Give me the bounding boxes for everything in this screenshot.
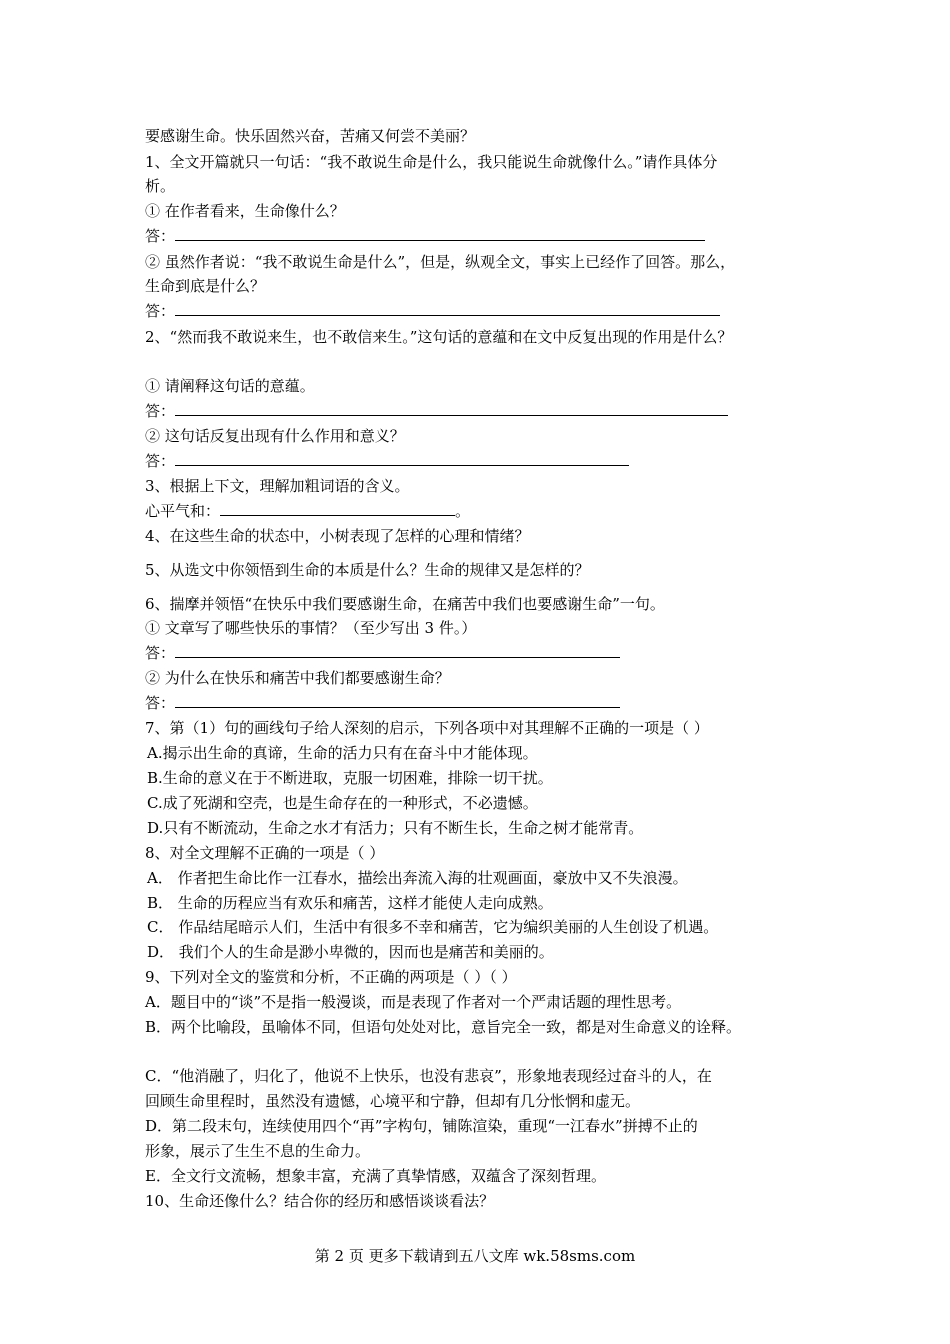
option-c: C． 作品结尾暗示人们，生活中有很多不幸和痛苦，它为编织美丽的人生创设了机遇。 (147, 918, 719, 936)
question-9: 9、下列对全文的鉴赏和分析，不正确的两项是（ ）（ ） (145, 968, 517, 986)
text-line: 生命到底是什么？ (145, 277, 266, 295)
text-line: 要感谢生命。快乐固然兴奋，苦痛又何尝不美丽？ (145, 127, 476, 145)
answer-label: 答： (145, 694, 176, 712)
answer-blank[interactable] (175, 450, 629, 466)
answer-line (145, 224, 705, 248)
option-d: D． 我们个人的生命是渺小卑微的，因而也是痛苦和美丽的。 (147, 943, 554, 961)
period: 。 (455, 502, 471, 520)
question-7: 7、第（1）句的画线句子给人深刻的启示，下列各项中对其理解不正确的一项是（ ） (145, 719, 709, 737)
answer-label: 答： (145, 227, 176, 245)
answer-line (145, 499, 470, 523)
text-line: 形象，展示了生生不息的生命力。 (145, 1142, 371, 1160)
answer-blank[interactable] (175, 225, 705, 241)
sub-question: ① 文章写了哪些快乐的事情？（至少写出 3 件。） (145, 619, 477, 637)
sub-question: ② 这句话反复出现有什么作用和意义？ (145, 427, 405, 445)
page-footer: 第 2 页 更多下载请到五八文库 wk.58sms.com (314, 1247, 636, 1265)
question-1: 1、全文开篇就只一句话：“我不敢说生命是什么，我只能说生命就像什么。”请作具体分 (145, 153, 718, 171)
question-6: 6、揣摩并领悟“在快乐中我们要感谢生命，在痛苦中我们也要感谢生命”一句。 (145, 595, 665, 613)
question-2: 2、“然而我不敢说来生，也不敢信来生。”这句话的意蕴和在文中反复出现的作用是什么？ (145, 328, 733, 346)
question-5: 5、从选文中你领悟到生命的本质是什么？生命的规律又是怎样的？ (145, 561, 590, 579)
option-d: D.只有不断流动，生命之水才有活力；只有不断生长，生命之树才能常青。 (147, 819, 644, 837)
answer-line (145, 691, 620, 715)
option-c: C.成了死湖和空壳，也是生命存在的一种形式，不必遗憾。 (147, 794, 538, 812)
text-line: 回顾生命里程时，虽然没有遗憾，心境平和宁静，但却有几分怅惘和虚无。 (145, 1092, 641, 1110)
answer-label: 答： (145, 402, 176, 420)
answer-line (145, 449, 629, 473)
answer-label: 答： (145, 452, 176, 470)
option-b: B．两个比喻段，虽喻体不同，但语句处处对比，意旨完全一致，都是对生命意义的诠释。 (145, 1018, 742, 1036)
sub-question: ① 在作者看来，生命像什么？ (145, 202, 345, 220)
sub-question: ② 虽然作者说：“我不敢说生命是什么”，但是，纵观全文，事实上已经作了回答。那么， (145, 253, 736, 271)
option-a: A.揭示出生命的真谛，生命的活力只有在奋斗中才能体现。 (147, 744, 538, 762)
answer-line (145, 299, 720, 323)
answer-blank[interactable] (220, 500, 455, 516)
option-a: A． 作者把生命比作一江春水，描绘出奔流入海的壮观画面，豪放中又不失浪漫。 (147, 869, 688, 887)
answer-label: 答： (145, 302, 176, 320)
option-e: E．全文行文流畅，想象丰富，充满了真挚情感，双蕴含了深刻哲理。 (145, 1167, 606, 1185)
answer-blank[interactable] (175, 642, 620, 658)
answer-line (145, 641, 620, 665)
sub-question: ① 请阐释这句话的意蕴。 (145, 377, 315, 395)
option-a: A．题目中的“谈”不是指一般漫谈，而是表现了作者对一个严肃话题的理性思考。 (145, 993, 682, 1011)
answer-blank[interactable] (175, 400, 728, 416)
option-b: B． 生命的历程应当有欢乐和痛苦，这样才能使人走向成熟。 (147, 894, 553, 912)
question-10: 10、生命还像什么？结合你的经历和感悟谈谈看法？ (145, 1192, 495, 1210)
option-b: B.生命的意义在于不断进取，克服一切困难，排除一切干扰。 (147, 769, 553, 787)
answer-blank[interactable] (175, 692, 620, 708)
question-8: 8、对全文理解不正确的一项是（ ） (145, 844, 385, 862)
question-3: 3、根据上下文，理解加粗词语的含义。 (145, 477, 410, 495)
text-line: 析。 (145, 177, 176, 195)
answer-blank[interactable] (175, 300, 720, 316)
term-label: 心平气和： (145, 502, 221, 520)
option-d: D．第二段末句，连续使用四个“再”字构句，铺陈渲染，重现“一江春水”拼搏不止的 (145, 1117, 698, 1135)
answer-line (145, 399, 728, 423)
question-4: 4、在这些生命的状态中，小树表现了怎样的心理和情绪？ (145, 527, 530, 545)
option-c: C．“他消融了，归化了，他说不上快乐，也没有悲哀”，形象地表现经过奋斗的人，在 (145, 1067, 712, 1085)
answer-label: 答： (145, 644, 176, 662)
sub-question: ② 为什么在快乐和痛苦中我们都要感谢生命？ (145, 669, 450, 687)
